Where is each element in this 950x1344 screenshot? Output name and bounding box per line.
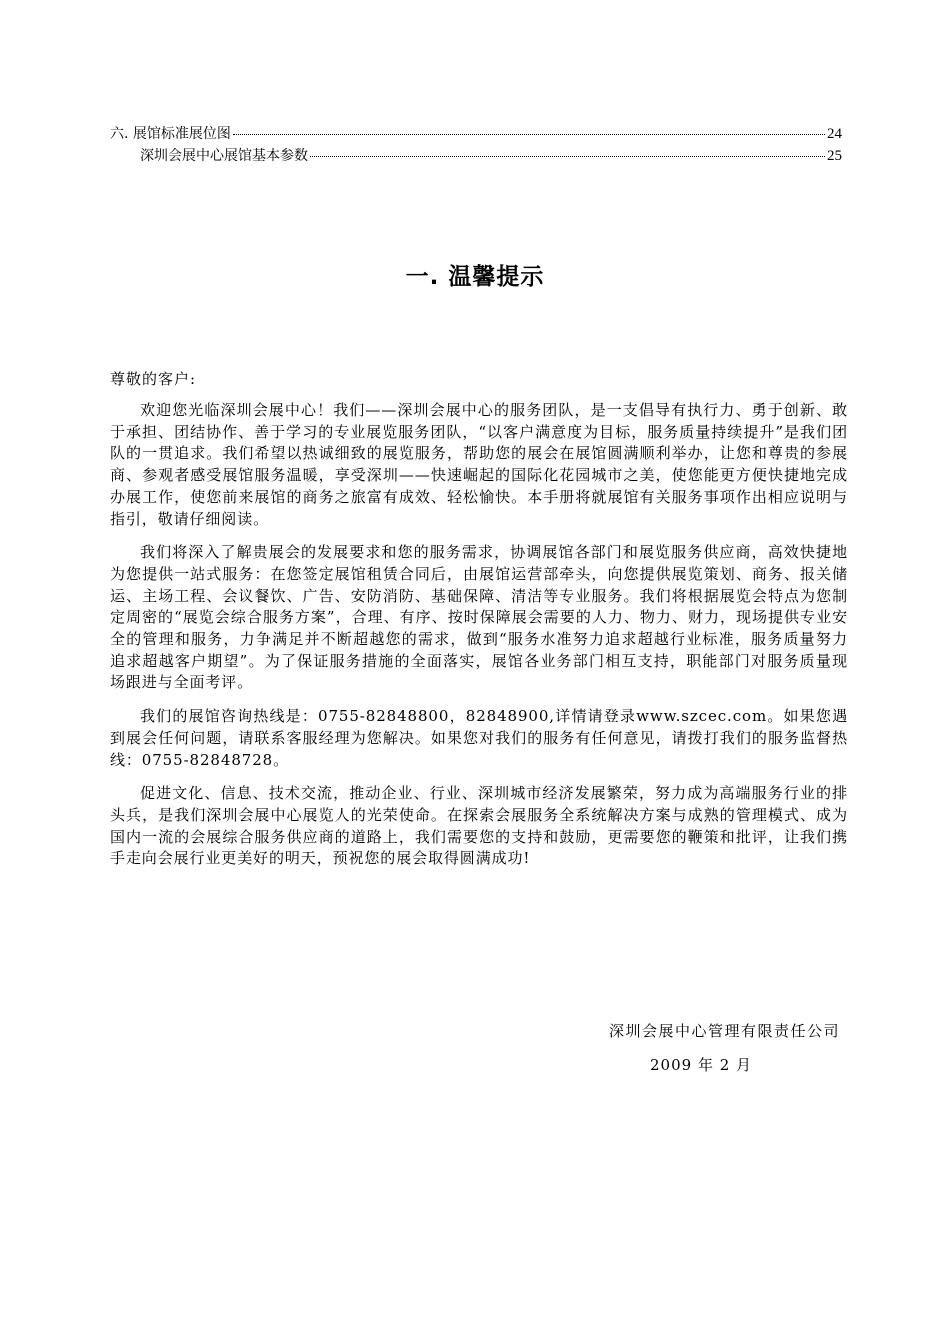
signature-company: 深圳会展中心管理有限责任公司 [608,1022,840,1040]
toc-page-number: 25 [827,148,842,164]
table-of-contents [110,124,842,168]
signature-date: 2009 年 2 月 [650,1056,753,1074]
toc-entry-standard-booth-map[interactable] [110,124,842,146]
letter-body [110,400,848,882]
section-title: 一. 温馨提示 [405,264,545,290]
toc-entry-label: 深圳会展中心展馆基本参数 [140,148,308,164]
letter-greeting: 尊敬的客户: [110,370,197,388]
letter-paragraph-services: 我们将深入了解贵展会的发展要求和您的服务需求，协调展馆各部门和展览服务供应商，高效快捷地为您提供一站式服务：在您签定展馆租赁合同后，由展馆运营部牵头，向您提供展览策划、商务、报关储运、主场工程、会议餐饮、广告、安防消防、基础保障、清洁等专业服务。我们将根据展览会特点为您制定周密的“展览会综合服务方案”，合理、有序、按时保障展会需要的人力、物力、财力，现场提供专业安全的管理和服务，力争满足并不断超越您的需求，做到“服务水准努力追求超越行业标准，服务质量努力追求超越客户期望”。为了保证服务措施的全面落实，展馆各业务部门相互支持，职能部门对服务质量现场跟进与全面考评。 [110,543,848,692]
letter-paragraph-hotline: 我们的展馆咨询热线是：0755-82848800，82848900,详情请登录www.szcec.com。如果您遇到展会任何问题，请联系客服经理为您解决。如果您对我们的服务有任何意见，请拨打我们的服务监督热线：0755-82848728。 [110,707,848,769]
letter-paragraph-mission: 促进文化、信息、技术交流，推动企业、行业、深圳城市经济发展繁荣，努力成为高端服务行业的排头兵，是我们深圳会展中心展览人的光荣使命。在探索会展服务全系统解决方案与成熟的管理模式、成为国内一流的会展综合服务供应商的道路上，我们需要您的支持和鼓励，更需要您的鞭策和批评，让我们携手走向会展行业更美好的明天，预祝您的展会取得圆满成功! [110,784,848,868]
toc-dot-leader [233,134,825,135]
toc-dot-leader [310,156,825,157]
toc-entry-hall-parameters[interactable] [110,146,842,168]
letter-paragraph-welcome: 欢迎您光临深圳会展中心！我们——深圳会展中心的服务团队，是一支倡导有执行力、勇于创新、敢于承担、团结协作、善于学习的专业展览服务团队，“以客户满意度为目标，服务质量持续提升”是我们团队的一贯追求。我们希望以热诚细致的展览服务，帮助您的展会在展馆圆满顺利举办，让您和尊贵的参展商、参观者感受展馆服务温暖，享受深圳——快速崛起的国际化花园城市之美，使您能更方便快捷地完成办展工作，使您前来展馆的商务之旅富有成效、轻松愉快。本手册将就展馆有关服务事项作出相应说明与指引，敬请仔细阅读。 [110,401,848,528]
toc-entry-label: 六. 展馆标准展位图 [110,126,231,142]
toc-page-number: 24 [827,126,842,142]
